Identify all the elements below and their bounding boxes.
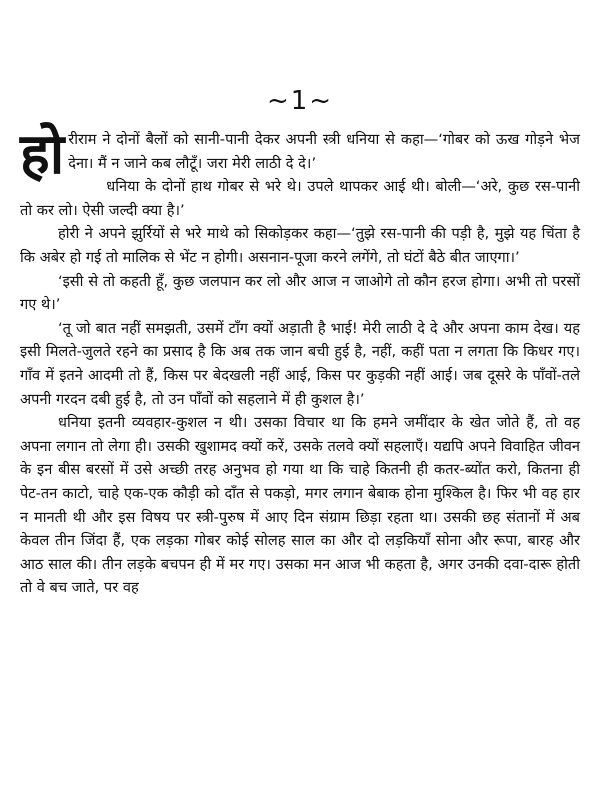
paragraph-4: ‘इसी से तो कहती हूँ, कुछ जलपान कर लो और आज न जाओगे तो कौन हरज होगा। अभी तो परसों गए थे।’ bbox=[20, 272, 580, 314]
body-text bbox=[20, 121, 580, 600]
drop-cap: हो bbox=[20, 121, 65, 187]
chapter-heading: ~1~ bbox=[266, 86, 334, 116]
opening-text: रीराम ने दोनों बैलों को सानी-पानी देकर अपनी स्त्री धनिया से कहा—‘गोबर को ऊख गोड़ने भेज देना। मैं न जाने कब लौटूँ। जरा मेरी लाठी दे दे।’ bbox=[68, 131, 580, 172]
paragraph-6: धनिया इतनी व्यवहार-कुशल न थी। उसका विचार था कि हमने जमींदार के खेत जोते हैं, तो वह अपना लगान तो लेगा ही। उसकी खुशामद क्यों करें, उसके तलवे क्यों सहलाएँ। यद्यपि अपने विवाहित जीवन के इन बीस बरसों में उसे अच्छी तरह अनुभव हो गया था कि चाहे कितनी ही कतर-ब्योंत करो, कितना ही पेट-तन काटो, चाहे एक-एक कौड़ी को दाँत से पकड़ो, मगर लगान बेबाक होना मुश्किल है। फिर भी वह हार न मानती थी और इस विषय पर स्त्री-पुरुष में आए दिन संग्राम छिड़ा रहता था। उसकी छह संतानों में अब केवल तीन जिंदा हैं, एक लड़का गोबर कोई सोलह साल का और दो लड़कियाँ सोना और रूपा, बारह और आठ साल की। तीन लड़के बचपन ही में मर गए। उसका मन आज भी कहता है, अगर उनकी दवा-दारू होती तो वे बच जाते, पर वह bbox=[20, 414, 580, 597]
opening-paragraph bbox=[20, 121, 580, 187]
paragraph-2: धनिया के दोनों हाथ गोबर से भरे थे। उपले थापकर आई थी। बोली—‘अरे, कुछ रस-पानी तो कर लो। ऐसी जल्दी क्या है।’ bbox=[20, 178, 580, 219]
paragraph-5: ‘तू जो बात नहीं समझती, उसमें टाँग क्यों अड़ाती है भाई! मेरी लाठी दे दे और अपना काम देख। यह इसी मिलते-जुलते रहने का प्रसाद है कि अब तक जान बची हुई है, नहीं, कहीं पता न लगता कि किधर गए। गाँव में इतने आदमी तो हैं, किस पर बेदखली नहीं आई, किस पर कुड़की नहीं आई। जब दूसरे के पाँवों-तले अपनी गरदन दबी हुई है, तो उन पाँवों को सहलाने में ही कुशल है।’ bbox=[20, 319, 580, 408]
paragraph-3: होरी ने अपने झुर्रियों से भरे माथे को सिकोड़कर कहा—‘तुझे रस-पानी की पड़ी है, मुझे यह चिंता है कि अबेर हो गई तो मालिक से भेंट न होगी। असनान-पूजा करने लगेंगे, तो घंटों बैठे बीत जाएगा।’ bbox=[20, 225, 580, 266]
